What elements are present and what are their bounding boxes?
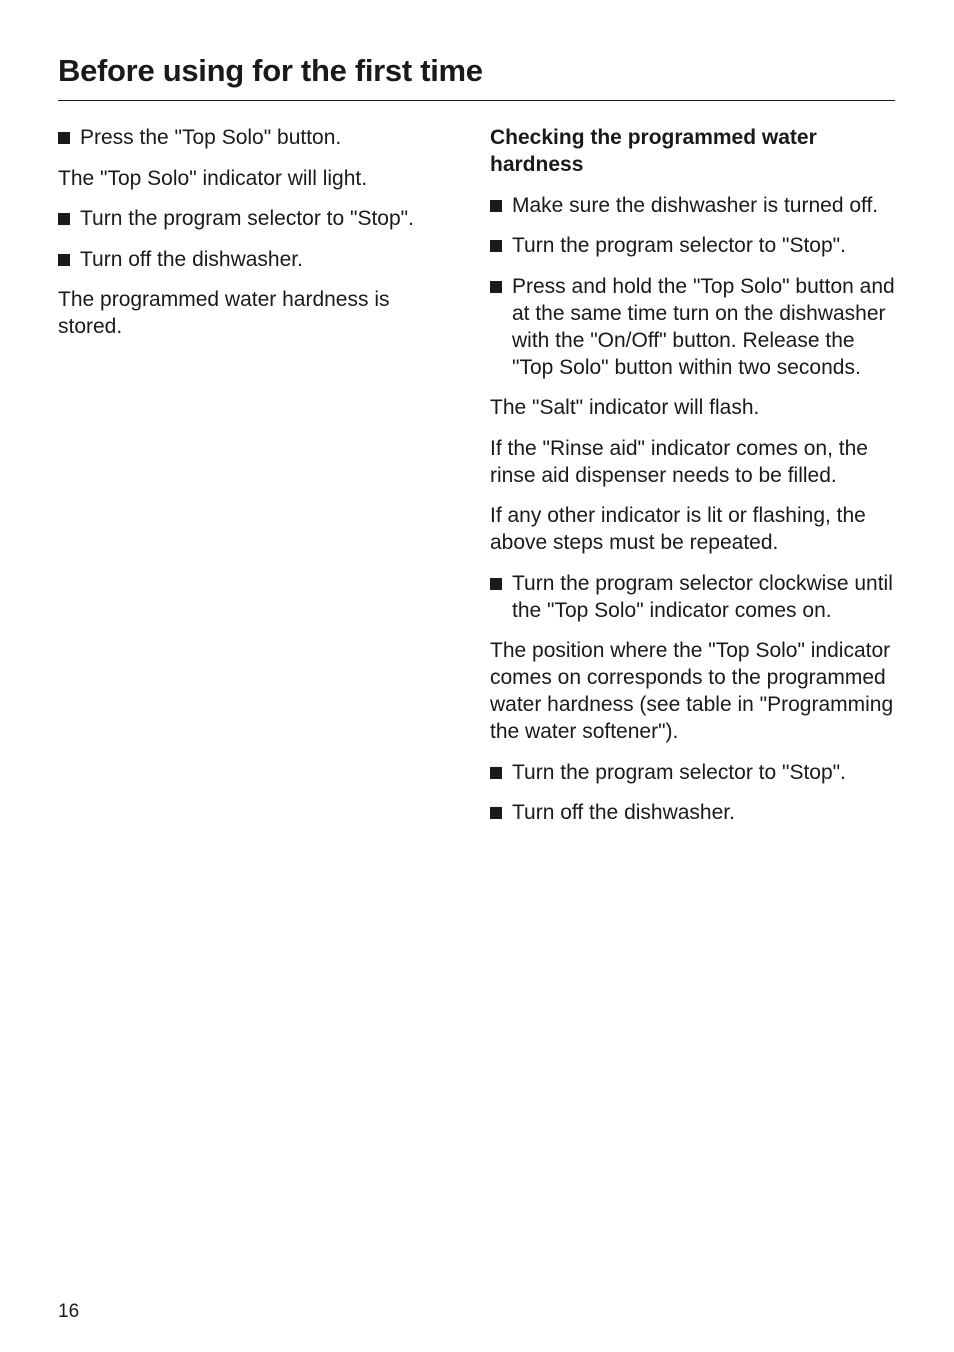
result-text: If any other indicator is lit or flashing, the above steps must be repeated. [490,504,866,554]
bullet-square-icon [58,213,70,225]
section-heading: Checking the programmed water hardness [490,126,817,176]
instruction-step [58,246,448,273]
step-text: Turn off the dishwasher. [512,801,735,824]
title-divider [58,100,895,101]
bullet-square-icon [58,254,70,266]
instruction-step [58,124,448,151]
step-text: Turn the program selector to "Stop". [512,234,846,257]
bullet-square-icon [490,807,502,819]
step-text: Turn the program selector to "Stop". [80,207,414,230]
step-text: Press and hold the "Top Solo" button and at the same time turn on the dishwasher with the "On/Off" button. Release the "Top Solo" button within two seconds. [512,274,895,379]
step-text: Turn the program selector to "Stop". [512,760,846,784]
bullet-square-icon [490,767,502,779]
instruction-step [490,799,895,826]
step-text: Make sure the dishwasher is turned off. [512,193,879,217]
instruction-step [490,759,895,786]
bullet-square-icon [490,200,502,212]
instruction-step [490,273,895,381]
instruction-step [490,570,895,624]
bullet-square-icon [58,132,70,144]
step-text: Press the "Top Solo" button. [80,126,342,149]
step-text: Turn the program selector clockwise until the "Top Solo" indicator comes on. [512,571,893,622]
bullet-square-icon [490,578,502,590]
result-text: The "Salt" indicator will flash. [490,396,760,419]
instruction-step [490,192,895,219]
instruction-step [490,232,895,259]
result-text: The position where the "Top Solo" indicator comes on corresponds to the programmed water hardness (see table in "Programming the water softener"). [490,639,894,743]
left-column [58,124,448,354]
bullet-square-icon [490,281,502,293]
instruction-step [58,205,448,232]
page-number: 16 [58,1301,80,1322]
result-text: The "Top Solo" indicator will light. [58,166,368,190]
bullet-square-icon [490,240,502,252]
page-title: Before using for the first time [58,53,483,88]
right-column [490,124,895,840]
step-text: Turn off the dishwasher. [80,247,303,271]
result-text: If the "Rinse aid" indicator comes on, the rinse aid dispenser needs to be filled. [490,436,868,487]
result-text: The programmed water hardness is stored. [58,288,390,338]
